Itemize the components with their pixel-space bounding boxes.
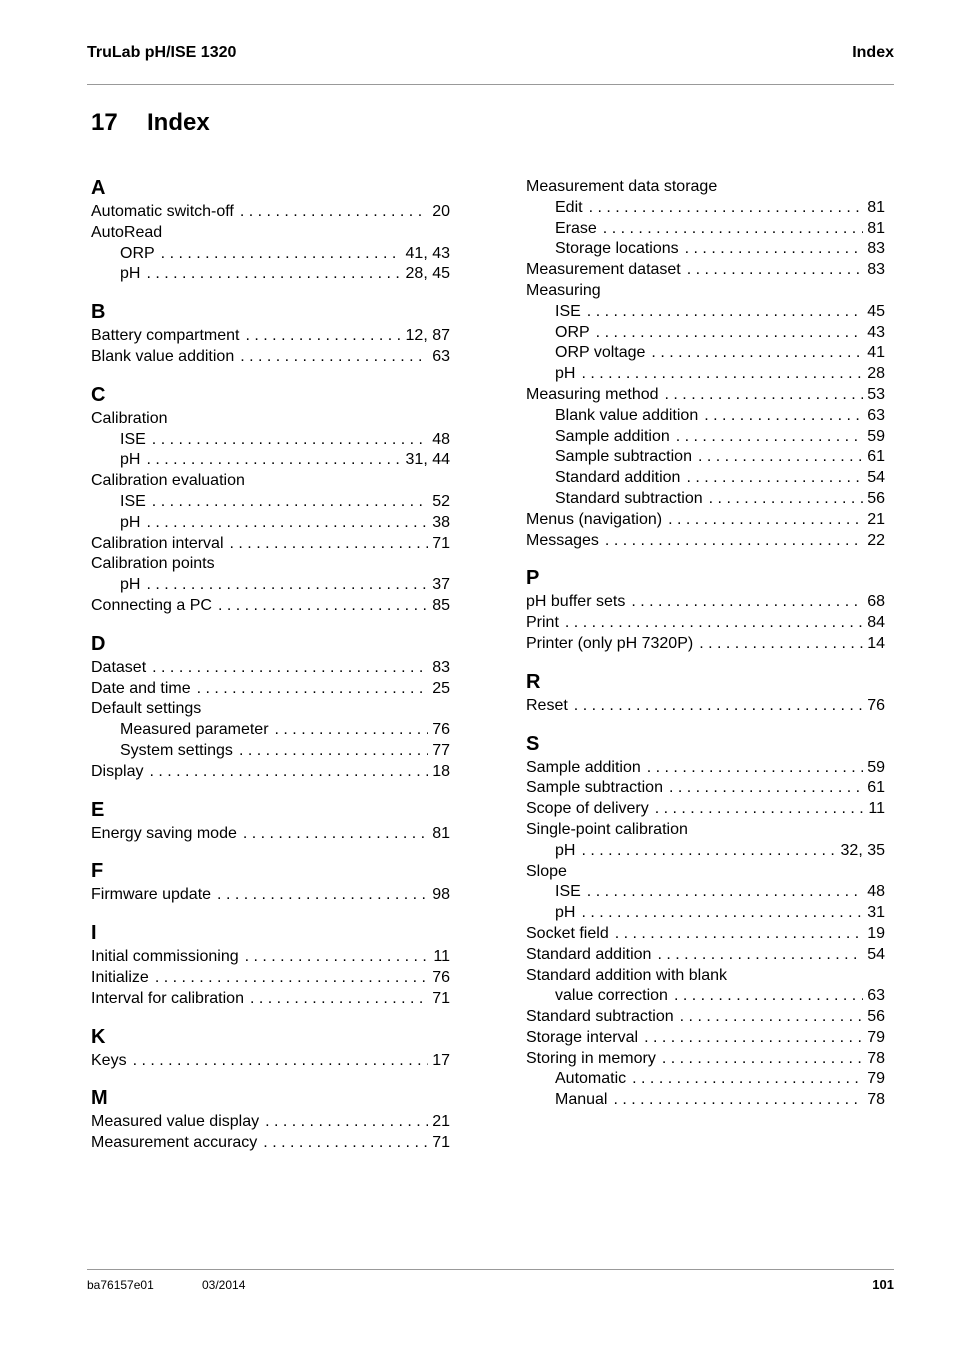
entry-label: Calibration evaluation	[91, 472, 245, 490]
entry-page-numbers: 41, 43	[405, 244, 450, 262]
dot-leader	[146, 492, 428, 513]
index-letter-heading: S	[526, 732, 540, 755]
dot-leader	[659, 385, 864, 406]
entry-page-numbers: 79	[867, 1070, 885, 1088]
entry-page-numbers: 56	[867, 489, 885, 507]
entry-page-numbers: 32, 35	[840, 841, 885, 859]
dot-leader	[140, 513, 428, 534]
index-entry	[526, 177, 885, 198]
dot-leader	[146, 430, 428, 451]
dot-leader	[680, 468, 863, 489]
entry-label: Connecting a PC	[91, 596, 212, 614]
index-entry	[526, 385, 885, 406]
entry-page-numbers: 98	[432, 886, 450, 904]
index-subentry	[526, 406, 885, 427]
entry-label: Standard addition	[555, 469, 681, 487]
entry-page-numbers: 83	[867, 261, 885, 279]
entry-label: Storing in memory	[526, 1049, 656, 1067]
index-letter-heading: E	[91, 798, 105, 821]
dot-leader	[609, 924, 863, 945]
dot-leader	[191, 679, 429, 700]
index-subentry	[526, 343, 885, 364]
dot-leader	[127, 1051, 429, 1072]
index-entry	[91, 1133, 450, 1154]
entry-label: Sample addition	[526, 758, 641, 776]
index-entry	[91, 326, 450, 347]
index-letter-heading: R	[526, 670, 541, 693]
dot-leader	[607, 1090, 863, 1111]
dot-leader	[703, 489, 864, 510]
entry-label: Standard addition	[526, 945, 652, 963]
dot-leader	[663, 778, 863, 799]
index-section	[91, 797, 450, 845]
entry-label: Measurement accuracy	[91, 1134, 258, 1152]
entry-page-numbers: 81	[867, 198, 885, 216]
dot-leader	[651, 945, 863, 966]
dot-leader	[645, 343, 863, 364]
dot-leader	[656, 1049, 863, 1070]
entry-page-numbers: 12, 87	[405, 327, 450, 345]
index-entry	[526, 260, 885, 281]
entry-label: Storage interval	[526, 1028, 639, 1046]
entry-page-numbers: 22	[867, 531, 885, 549]
header-divider	[87, 84, 894, 85]
entry-label: Socket field	[526, 924, 609, 942]
entry-label: Storage locations	[555, 240, 679, 258]
index-column-left	[91, 175, 450, 1154]
index-section	[91, 299, 450, 368]
entry-page-numbers: 17	[432, 1051, 450, 1069]
index-subentry	[526, 1069, 885, 1090]
entry-label: Calibration	[91, 409, 168, 427]
entry-label: pH	[555, 365, 576, 383]
entry-label: pH	[120, 513, 141, 531]
index-entry	[91, 699, 450, 720]
entry-label: ISE	[555, 302, 581, 320]
entry-page-numbers: 11	[433, 948, 450, 966]
entry-label: Keys	[91, 1051, 127, 1069]
entry-label: AutoRead	[91, 223, 163, 241]
index-subentry	[526, 198, 885, 219]
entry-page-numbers: 25	[432, 679, 450, 697]
index-entry	[526, 613, 885, 634]
dot-leader	[568, 696, 863, 717]
entry-page-numbers: 76	[432, 968, 450, 986]
entry-page-numbers: 19	[867, 924, 885, 942]
dot-leader	[257, 1133, 428, 1154]
dot-leader	[269, 720, 429, 741]
entry-label: Date and time	[91, 679, 191, 697]
entry-label: Sample subtraction	[555, 448, 692, 466]
entry-label: Standard subtraction	[555, 489, 703, 507]
entry-label: Firmware update	[91, 886, 212, 904]
index-subentry	[91, 575, 450, 596]
entry-label: Blank value addition	[555, 406, 699, 424]
entry-label: ORP	[120, 244, 155, 262]
index-letter-heading: C	[91, 383, 106, 406]
dot-leader	[234, 347, 428, 368]
dot-leader	[638, 1028, 863, 1049]
index-section	[91, 1024, 450, 1072]
entry-label: System settings	[120, 741, 233, 759]
index-subentry	[526, 882, 885, 903]
dot-leader	[583, 198, 864, 219]
index-entry	[526, 799, 885, 820]
entry-label: pH	[120, 265, 141, 283]
dot-leader	[641, 758, 863, 779]
index-letter-heading: K	[91, 1025, 106, 1048]
index-entry	[91, 596, 450, 617]
running-header-title: TruLab pH/ISE 1320	[87, 44, 237, 61]
entry-label: Sample addition	[555, 427, 670, 445]
entry-label: Menus (navigation)	[526, 510, 663, 528]
index-subentry	[91, 430, 450, 451]
entry-page-numbers: 78	[867, 1091, 885, 1109]
index-letter-heading: D	[91, 632, 106, 655]
entry-page-numbers: 59	[867, 427, 885, 445]
page-number: 101	[872, 1277, 894, 1292]
dot-leader	[625, 592, 863, 613]
index-entry	[526, 966, 885, 987]
entry-page-numbers: 78	[867, 1049, 885, 1067]
dot-leader	[237, 824, 428, 845]
entry-page-numbers: 81	[867, 219, 885, 237]
index-entry	[526, 696, 885, 717]
entry-page-numbers: 14	[867, 634, 885, 652]
entry-page-numbers: 21	[867, 510, 885, 528]
footer-doc-id: ba76157e01	[87, 1278, 154, 1292]
dot-leader	[155, 244, 402, 265]
index-entry	[526, 634, 885, 655]
dot-leader	[212, 596, 428, 617]
entry-label: Manual	[555, 1091, 608, 1109]
index-section	[91, 631, 450, 783]
dot-leader	[679, 239, 864, 260]
index-entry	[526, 820, 885, 841]
dot-leader	[581, 882, 863, 903]
dot-leader	[670, 427, 863, 448]
index-entry	[91, 968, 450, 989]
dot-leader	[626, 1069, 863, 1090]
dot-leader	[140, 575, 428, 596]
index-entry	[91, 824, 450, 845]
index-letter-heading: F	[91, 860, 104, 883]
index-entry	[526, 778, 885, 799]
entry-label: pH	[120, 576, 141, 594]
index-subentry	[526, 447, 885, 468]
entry-label: Printer (only pH 7320P)	[526, 634, 694, 652]
index-entry	[91, 554, 450, 575]
entry-label: ISE	[555, 883, 581, 901]
index-section	[526, 177, 885, 551]
dot-leader	[597, 219, 863, 240]
dot-leader	[240, 326, 402, 347]
index-subentry	[526, 323, 885, 344]
index-subentry	[526, 841, 885, 862]
dot-leader	[590, 323, 864, 344]
entry-label: Measured value display	[91, 1113, 260, 1131]
index-entry	[91, 947, 450, 968]
index-subentry	[91, 720, 450, 741]
dot-leader	[149, 968, 428, 989]
index-entry	[526, 1028, 885, 1049]
entry-label: Calibration points	[91, 555, 215, 573]
entry-page-numbers: 31	[867, 904, 885, 922]
index-entry	[526, 510, 885, 531]
entry-page-numbers: 85	[432, 596, 450, 614]
entry-page-numbers: 48	[432, 430, 450, 448]
index-section	[91, 382, 450, 617]
dot-leader	[649, 799, 865, 820]
chapter-number: 17	[91, 109, 118, 136]
entry-page-numbers: 63	[867, 987, 885, 1005]
index-subentry	[91, 492, 450, 513]
entry-page-numbers: 84	[867, 614, 885, 632]
dot-leader	[140, 264, 401, 285]
dot-leader	[681, 260, 863, 281]
entry-label: Reset	[526, 696, 568, 714]
index-subentry	[91, 264, 450, 285]
entry-page-numbers: 21	[432, 1113, 450, 1131]
entry-page-numbers: 83	[867, 240, 885, 258]
footer-divider	[87, 1269, 894, 1270]
entry-label: Automatic	[555, 1070, 627, 1088]
index-entry	[91, 202, 450, 223]
entry-page-numbers: 79	[867, 1028, 885, 1046]
index-subentry	[526, 239, 885, 260]
entry-label: ISE	[120, 492, 146, 510]
entry-page-numbers: 71	[432, 534, 450, 552]
index-entry	[91, 223, 450, 244]
index-entry	[526, 592, 885, 613]
dot-leader	[224, 534, 429, 555]
index-subentry	[91, 244, 450, 265]
dot-leader	[244, 989, 428, 1010]
entry-label: pH	[120, 451, 141, 469]
dot-leader	[674, 1007, 864, 1028]
entry-label: Standard subtraction	[526, 1008, 674, 1026]
dot-leader	[599, 531, 863, 552]
dot-leader	[575, 364, 863, 385]
entry-label: Measuring	[526, 281, 601, 299]
chapter-title	[91, 109, 210, 137]
entry-page-numbers: 76	[432, 721, 450, 739]
index-subentry	[526, 364, 885, 385]
index-subentry	[526, 427, 885, 448]
index-entry	[91, 471, 450, 492]
entry-label: Blank value addition	[91, 347, 235, 365]
entry-label: Single-point calibration	[526, 820, 688, 838]
index-entry	[526, 862, 885, 883]
entry-label: Standard addition with blank	[526, 966, 728, 984]
entry-label: pH	[555, 841, 576, 859]
entry-page-numbers: 38	[432, 513, 450, 531]
dot-leader	[698, 406, 863, 427]
index-section	[526, 565, 885, 654]
index-subentry	[526, 219, 885, 240]
entry-page-numbers: 53	[867, 385, 885, 403]
entry-label: Measured parameter	[120, 721, 269, 739]
index-entry	[91, 679, 450, 700]
entry-label: ORP voltage	[555, 344, 646, 362]
dot-leader	[259, 1112, 428, 1133]
entry-label: Initialize	[91, 968, 149, 986]
dot-leader	[662, 510, 863, 531]
index-entry	[526, 924, 885, 945]
entry-label: Initial commissioning	[91, 948, 239, 966]
dot-leader	[146, 658, 428, 679]
index-entry	[91, 347, 450, 368]
index-entry	[526, 1007, 885, 1028]
entry-page-numbers: 71	[432, 1134, 450, 1152]
index-section	[91, 858, 450, 906]
dot-leader	[575, 903, 863, 924]
entry-label: Edit	[555, 198, 583, 216]
entry-page-numbers: 45	[867, 302, 885, 320]
index-subentry	[526, 302, 885, 323]
entry-page-numbers: 63	[867, 406, 885, 424]
entry-page-numbers: 41	[867, 344, 885, 362]
index-letter-heading: P	[526, 567, 540, 590]
entry-label: Energy saving mode	[91, 824, 237, 842]
entry-page-numbers: 54	[867, 469, 885, 487]
index-subentry	[526, 903, 885, 924]
entry-label: Calibration interval	[91, 534, 224, 552]
entry-label: Slope	[526, 862, 567, 880]
entry-label: Messages	[526, 531, 599, 549]
entry-label: pH	[555, 904, 576, 922]
dot-leader	[233, 741, 428, 762]
entry-page-numbers: 83	[432, 658, 450, 676]
index-letter-heading: B	[91, 301, 106, 324]
entry-label: ISE	[120, 430, 146, 448]
index-letter-heading: I	[91, 922, 97, 945]
dot-leader	[575, 841, 836, 862]
dot-leader	[693, 634, 863, 655]
dot-leader	[581, 302, 863, 323]
index-entry	[91, 885, 450, 906]
running-header-section: Index	[852, 44, 894, 61]
entry-page-numbers: 37	[432, 576, 450, 594]
index-entry	[526, 531, 885, 552]
index-entry	[526, 758, 885, 779]
entry-page-numbers: 77	[432, 741, 450, 759]
entry-page-numbers: 81	[432, 824, 450, 842]
index-column-right	[526, 177, 885, 1111]
index-entry	[526, 945, 885, 966]
chapter-title-text: Index	[147, 109, 210, 136]
dot-leader	[239, 947, 430, 968]
entry-label: Print	[526, 614, 559, 632]
entry-label: Measuring method	[526, 385, 659, 403]
entry-label: Display	[91, 762, 144, 780]
entry-page-numbers: 20	[432, 203, 450, 220]
footer-date: 03/2014	[202, 1278, 246, 1292]
entry-page-numbers: 71	[432, 989, 450, 1007]
index-entry	[526, 1049, 885, 1070]
entry-page-numbers: 31, 44	[405, 451, 450, 469]
dot-leader	[143, 762, 428, 783]
entry-label: Default settings	[91, 700, 202, 718]
index-section	[91, 920, 450, 1009]
entry-label: pH buffer sets	[526, 593, 626, 611]
index-section	[91, 1085, 450, 1154]
entry-label: Measurement data storage	[526, 178, 718, 195]
entry-page-numbers: 61	[867, 779, 885, 797]
index-subentry	[526, 468, 885, 489]
entry-page-numbers: 76	[867, 696, 885, 714]
index-entry	[91, 762, 450, 783]
entry-page-numbers: 61	[867, 448, 885, 466]
index-subentry	[91, 741, 450, 762]
entry-label: Dataset	[91, 658, 147, 676]
index-letter-heading: A	[91, 177, 106, 199]
dot-leader	[140, 450, 401, 471]
index-subentry	[91, 513, 450, 534]
index-section	[526, 731, 885, 1112]
entry-label: value correction	[555, 987, 668, 1005]
dot-leader	[668, 986, 863, 1007]
entry-label: Erase	[555, 219, 597, 237]
entry-label: Interval for calibration	[91, 989, 244, 1007]
dot-leader	[559, 613, 863, 634]
entry-page-numbers: 11	[868, 800, 885, 818]
index-subentry	[526, 986, 885, 1007]
index-entry	[526, 281, 885, 302]
dot-leader	[234, 202, 428, 223]
entry-page-numbers: 43	[867, 323, 885, 341]
index-entry	[91, 989, 450, 1010]
entry-page-numbers: 48	[867, 883, 885, 901]
index-entry	[91, 1051, 450, 1072]
index-entry	[91, 534, 450, 555]
entry-page-numbers: 28	[867, 365, 885, 383]
entry-label: Automatic switch-off	[91, 203, 234, 220]
dot-leader	[692, 447, 863, 468]
entry-page-numbers: 52	[432, 492, 450, 510]
entry-page-numbers: 63	[432, 347, 450, 365]
entry-page-numbers: 56	[867, 1008, 885, 1026]
entry-label: Battery compartment	[91, 327, 240, 345]
index-entry	[91, 1112, 450, 1133]
entry-page-numbers: 18	[432, 762, 450, 780]
index-entry	[91, 409, 450, 430]
entry-label: Sample subtraction	[526, 779, 663, 797]
index-subentry	[526, 1090, 885, 1111]
index-subentry	[91, 450, 450, 471]
index-section	[526, 669, 885, 717]
index-subentry	[526, 489, 885, 510]
entry-label: ORP	[555, 323, 590, 341]
entry-page-numbers: 68	[867, 593, 885, 611]
index-section	[91, 175, 450, 285]
index-entry	[91, 658, 450, 679]
entry-label: Measurement dataset	[526, 261, 681, 279]
entry-page-numbers: 54	[867, 945, 885, 963]
index-letter-heading: M	[91, 1087, 108, 1110]
entry-page-numbers: 59	[867, 758, 885, 776]
entry-page-numbers: 28, 45	[405, 265, 450, 283]
dot-leader	[211, 885, 428, 906]
entry-label: Scope of delivery	[526, 800, 649, 818]
